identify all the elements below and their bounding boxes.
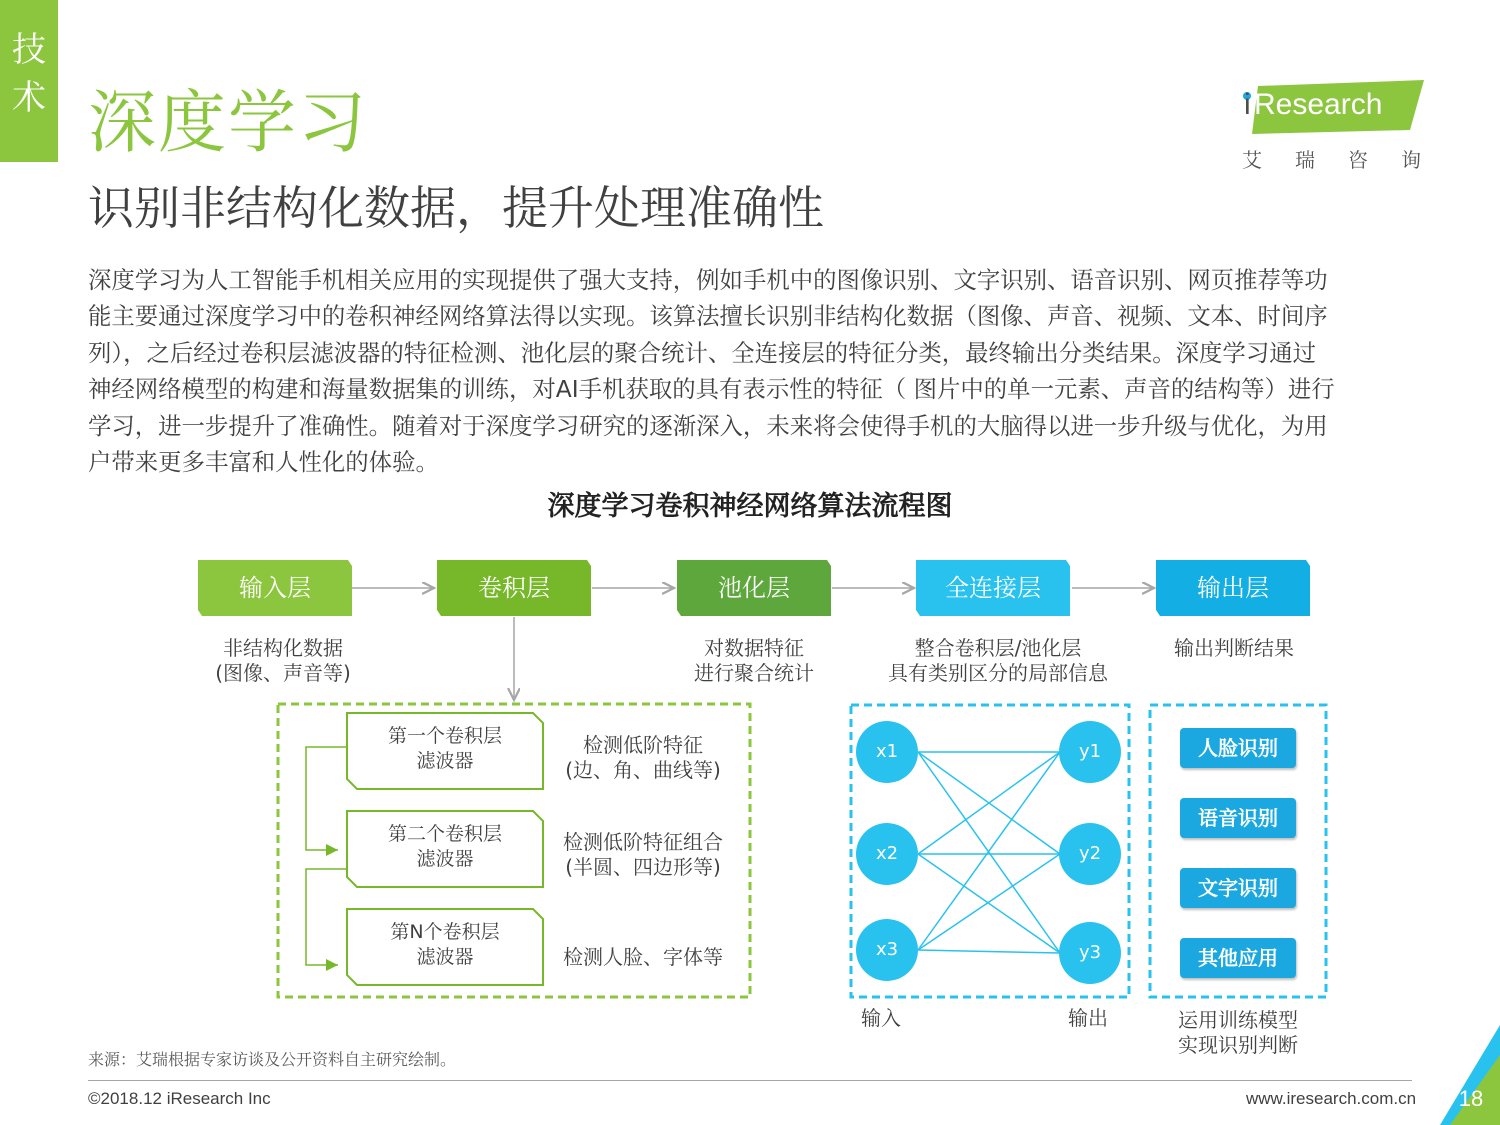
- network-edges: [918, 752, 1060, 953]
- filter-box-3-text: [346, 920, 544, 970]
- network-output-label: 输出: [1068, 1006, 1108, 1030]
- filter-desc-2: [533, 830, 753, 880]
- footer-divider: [88, 1080, 1412, 1081]
- layer-output-label: 输出层: [1197, 574, 1269, 602]
- desc-line: (半圆、四边形等): [565, 855, 721, 879]
- filter-line: 滤波器: [416, 946, 474, 968]
- logo-chinese: 艾瑞咨询: [1242, 148, 1454, 172]
- filter-box-2-text: [346, 822, 544, 872]
- diagram-title: 深度学习卷积神经网络算法流程图: [547, 491, 953, 522]
- source-note: 来源：艾瑞根据专家访谈及公开资料自主研究绘制。: [88, 1050, 457, 1069]
- layer-pooling-label: 池化层: [718, 574, 790, 602]
- caption-line: 进行聚合统计: [694, 661, 814, 685]
- page-title: 深度学习: [88, 84, 369, 163]
- page-number: 18: [1458, 1086, 1484, 1111]
- filter-box-1-text: [346, 724, 544, 774]
- section-tab-char-2: 术: [12, 78, 46, 118]
- caption-line: 对数据特征: [704, 636, 804, 660]
- layer-convolution-label: 卷积层: [478, 574, 550, 602]
- filter-line: 第一个卷积层: [387, 725, 502, 747]
- app-face-recognition: 人脸识别: [1180, 728, 1296, 768]
- applications-caption: [1138, 1008, 1338, 1058]
- desc-line: 检测低阶特征组合: [563, 830, 723, 854]
- caption-line: 非结构化数据: [223, 636, 343, 660]
- caption-line: 具有类别区分的局部信息: [888, 661, 1108, 685]
- body-line: 神经网络模型的构建和海量数据集的训练，对AI手机获取的具有表示性的特征（ 图片中的单一元素、声音的结构等）进行: [88, 375, 1335, 404]
- network-input-label: 输入: [861, 1006, 901, 1030]
- node-x2-label: x2: [875, 843, 899, 864]
- layer-input: [198, 560, 352, 616]
- filter-box-1: [346, 712, 544, 790]
- filter-line: 滤波器: [416, 848, 474, 870]
- layer-fully-connected-label: 全连接层: [945, 574, 1041, 602]
- desc-line: (边、角、曲线等): [565, 758, 721, 782]
- app-other-applications: 其他应用: [1180, 938, 1296, 978]
- filter-box-3: [346, 908, 544, 986]
- body-line: 列），之后经过卷积层滤波器的特征检测、池化层的聚合统计、全连接层的特征分类，最终输出分类结果。深度学习通过: [88, 338, 1316, 367]
- filter-line: 第N个卷积层: [390, 921, 500, 943]
- caption-line: 实现识别判断: [1178, 1033, 1298, 1057]
- section-tab-char-1: 技: [12, 30, 46, 70]
- website-link[interactable]: www.iresearch.com.cn: [1246, 1089, 1417, 1108]
- app-text-recognition: 文字识别: [1180, 868, 1296, 908]
- filter-desc-1: [533, 733, 753, 783]
- filter-loop-2: [306, 869, 346, 965]
- layer-convolution: [437, 560, 591, 616]
- layer-output: [1156, 560, 1310, 616]
- filter-loop-1: [306, 747, 346, 850]
- filter-box-2: [346, 810, 544, 888]
- page-subtitle: 识别非结构化数据，提升处理准确性: [88, 181, 824, 235]
- node-y3-label: y3: [1078, 942, 1102, 963]
- caption-line: (图像、声音等): [215, 661, 351, 685]
- caption-line: 运用训练模型: [1178, 1008, 1298, 1032]
- body-line: 学习，进一步提升了准确性。随着对于深度学习研究的逐渐深入，未来将会使得手机的大脑得以进一步升级与优化，为用: [88, 411, 1328, 440]
- desc-line: 检测低阶特征: [583, 733, 703, 757]
- body-line: 户带来更多丰富和人性化的体验。: [88, 448, 439, 477]
- node-x3-label: x3: [875, 939, 899, 960]
- desc-line: 检测人脸、字体等: [563, 945, 723, 969]
- logo-i: i: [1244, 88, 1251, 121]
- layer-fully-connected: [916, 560, 1070, 616]
- caption-line: 整合卷积层/池化层: [914, 636, 1082, 660]
- copyright: ©2018.12 iResearch Inc: [88, 1089, 271, 1108]
- logo-name: Research: [1254, 88, 1383, 121]
- layer-input-caption: [183, 636, 383, 686]
- layer-input-label: 输入层: [239, 574, 311, 602]
- body-line: 深度学习为人工智能手机相关应用的实现提供了强大支持，例如手机中的图像识别、文字识别、语音识别、网页推荐等功: [88, 266, 1328, 294]
- filter-desc-3: [533, 945, 753, 970]
- body-line: 能主要通过深度学习中的卷积神经网络算法得以实现。该算法擅长识别非结构化数据（图像、声音、视频、文本、时间序: [88, 302, 1328, 331]
- node-y2-label: y2: [1078, 843, 1102, 864]
- layer-pooling-caption: [654, 636, 854, 686]
- app-speech-recognition: 语音识别: [1180, 798, 1296, 838]
- layer-fc-caption: [870, 636, 1126, 686]
- layer-pooling: [677, 560, 831, 616]
- filter-line: 第二个卷积层: [387, 823, 502, 845]
- layer-output-caption: [1134, 636, 1334, 661]
- node-x1-label: x1: [875, 741, 899, 762]
- node-y1-label: y1: [1078, 741, 1102, 762]
- filter-line: 滤波器: [416, 750, 474, 772]
- caption-line: 输出判断结果: [1174, 636, 1294, 660]
